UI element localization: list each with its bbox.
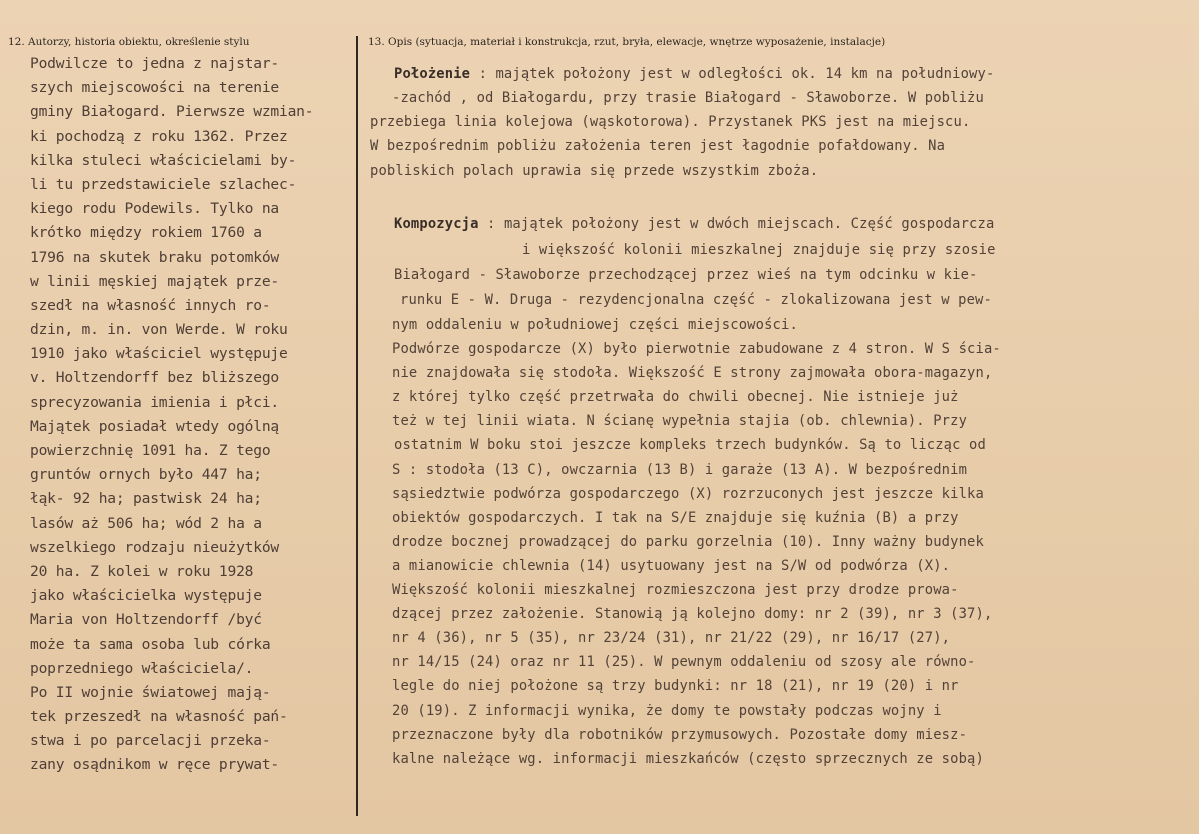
history-line: może ta sama osoba lub córka [30, 635, 271, 653]
kompozycja-text: dzącej przez założenie. Stanowią ją kolejno domy: nr 2 (39), nr 3 (37), [392, 606, 993, 622]
description-line [392, 630, 950, 646]
description-line [392, 678, 959, 694]
description-line [394, 267, 978, 283]
kompozycja-text: i większość kolonii mieszkalnej znajduje się przy szosie [522, 242, 996, 258]
kompozycja-text: runku E - W. Druga - rezydencjonalna część - zlokalizowana jest w pew- [400, 292, 992, 308]
description-line [392, 90, 984, 106]
kompozycja-text: S : stodoła (13 C), owczarnia (13 B) i garaże (13 A). W bezpośrednim [392, 462, 968, 478]
description-line [400, 292, 992, 308]
description-line [370, 138, 945, 154]
kompozycja-text: przeznaczone były dla robotników przymusowych. Pozostałe domy miesz- [392, 727, 968, 743]
history-line: dzin, m. in. von Werde. W roku [30, 321, 288, 339]
kompozycja-text: Większość kolonii mieszkalnej rozmieszczona jest przy drodze prowa- [392, 582, 959, 598]
description-line [394, 437, 986, 453]
polozenie-text: W bezpośrednim pobliżu założenia teren jest łagodnie pofałdowany. Na [370, 138, 946, 154]
history-line: kilka stuleci właścicielami by- [30, 151, 297, 169]
kompozycja-text: obiektów gospodarczych. I tak na S/E znajduje się kuźnia (B) a przy [392, 510, 959, 526]
description-line [392, 534, 984, 550]
description-line [392, 462, 967, 478]
kompozycja-text: : majątek położony jest w dwóch miejscach. Część gospodarcza [478, 216, 995, 232]
history-line: Podwilcze to jedna z najstar- [30, 55, 279, 72]
history-line: 20 ha. Z kolei w roku 1928 [30, 562, 254, 580]
history-line: zany osądnikom w ręce prywat- [30, 756, 279, 774]
kompozycja-text: kalne należące wg. informacji mieszkańców (często sprzecznych ze sobą) [392, 751, 984, 767]
history-line: ki pochodzą z roku 1362. Przez [30, 127, 288, 145]
polozenie-label: Położenie [394, 66, 471, 82]
history-line: lasów aż 506 ha; wód 2 ha a [30, 514, 262, 532]
description-line [392, 317, 798, 333]
description-line [392, 413, 967, 429]
kompozycja-text: nie znajdowała się stodoła. Większość E strony zajmowała obora-magazyn, [392, 365, 993, 381]
description-line [392, 365, 992, 381]
kompozycja-text: sąsiedztwie podwórza gospodarczego (X) rozrzuconych jest jeszcze kilka [392, 486, 984, 502]
history-line: 1910 jako właściciel występuje [30, 345, 288, 363]
polozenie-text: przebiega linia kolejowa (wąskotorowa). Przystanek PKS jest na miejscu. [370, 114, 971, 130]
history-line: powierzchnię 1091 ha. Z tego [30, 442, 271, 459]
description-line [392, 654, 976, 670]
description-line [392, 703, 942, 719]
history-line: w linii męskiej majątek prze- [30, 272, 279, 290]
description-line [522, 242, 996, 258]
column-divider [356, 36, 358, 816]
history-line: 1796 na skutek braku potomków [30, 248, 279, 266]
description-line [392, 558, 950, 574]
kompozycja-text: Białogard - Sławoborze przechodzącej przez wieś na tym odcinku w kie- [394, 267, 978, 283]
history-line: jako właścicielka występuje [30, 587, 262, 605]
history-line: kiego rodu Podewils. Tylko na [30, 200, 279, 218]
history-line: Po II wojnie światowej mają- [30, 683, 271, 701]
description-line [392, 486, 984, 502]
history-line: tek przeszedł na własność pań- [30, 708, 288, 726]
history-line: gminy Białogard. Pierwsze wzmian- [30, 103, 314, 121]
description-line [392, 510, 959, 526]
history-line: krótko między rokiem 1760 a [30, 224, 262, 242]
description-line [394, 66, 994, 82]
history-line: sprecyzowania imienia i płci. [30, 393, 279, 411]
kompozycja-text: drodze bocznej prowadzącej do parku gorzelnia (10). Inny ważny budynek [392, 534, 984, 550]
kompozycja-text: legle do niej położone są trzy budynki: nr 18 (21), nr 19 (20) i nr [392, 678, 959, 694]
kompozycja-text: ostatnim W boku stoi jeszcze kompleks trzech budynków. Są to licząc od [394, 437, 986, 453]
kompozycja-label: Kompozycja [394, 216, 479, 232]
kompozycja-text: nr 14/15 (24) oraz nr 11 (25). W pewnym oddaleniu od szosy ale równo- [392, 654, 976, 670]
kompozycja-text: nr 4 (36), nr 5 (35), nr 23/24 (31), nr 21/22 (29), nr 16/17 (27), [392, 630, 951, 646]
description-line [392, 582, 959, 598]
description-line [392, 606, 992, 622]
description-line [370, 114, 970, 130]
history-line: gruntów ornych było 447 ha; [30, 466, 262, 484]
section-13-heading: 13. Opis (sytuacja, materiał i konstrukcja, rzut, bryła, elewacje, wnętrze wyposażenie, instalacje) [368, 36, 886, 48]
description-line [392, 751, 984, 767]
history-line: v. Holtzendorff bez bliższego [30, 369, 279, 387]
history-line: wszelkiego rodzaju nieużytków [30, 538, 279, 556]
kompozycja-text: a mianowicie chlewnia (14) usytuowany jest na S/W od podwórza (X). [392, 558, 951, 574]
history-line: szedł na własność innych ro- [30, 296, 271, 314]
polozenie-text: : majątek położony jest w odległości ok. 14 km na południowy- [470, 66, 995, 82]
history-line: łąk- 92 ha; pastwisk 24 ha; [30, 490, 262, 508]
description-line [392, 389, 959, 405]
history-line: li tu przedstawiciele szlachec- [30, 175, 297, 193]
description-line [370, 163, 818, 179]
history-text [30, 52, 352, 778]
history-line: Maria von Holtzendorff /być [30, 611, 262, 629]
history-line: szych miejscowości na terenie [30, 79, 279, 97]
polozenie-text: -zachód , od Białogardu, przy trasie Białogard - Sławoborze. W pobliżu [392, 90, 984, 106]
description-line [392, 341, 1001, 357]
history-line: poprzedniego właściciela/. [30, 659, 254, 677]
kompozycja-text: Podwórze gospodarcze (X) było pierwotnie zabudowane z 4 stron. W S ścia- [392, 341, 1001, 357]
kompozycja-text: nym oddaleniu w południowej części miejscowości. [392, 317, 798, 333]
description-line [394, 216, 994, 232]
history-line: Majątek posiadał wtedy ogólną [30, 417, 279, 435]
kompozycja-text: 20 (19). Z informacji wynika, że domy te powstały podczas wojny i [392, 703, 942, 719]
history-line: stwa i po parcelacji przeka- [30, 732, 271, 750]
section-12-heading: 12. Autorzy, historia obiektu, określenie stylu [8, 36, 250, 48]
polozenie-text: pobliskich polach uprawia się przede wszystkim zboża. [370, 163, 819, 179]
kompozycja-text: też w tej linii wiata. N ścianę wypełnia stajia (ob. chlewnia). Przy [392, 413, 968, 429]
kompozycja-text: z której tylko część przetrwała do chwili obecnej. Nie istnieje już [392, 389, 959, 405]
description-line [392, 727, 967, 743]
